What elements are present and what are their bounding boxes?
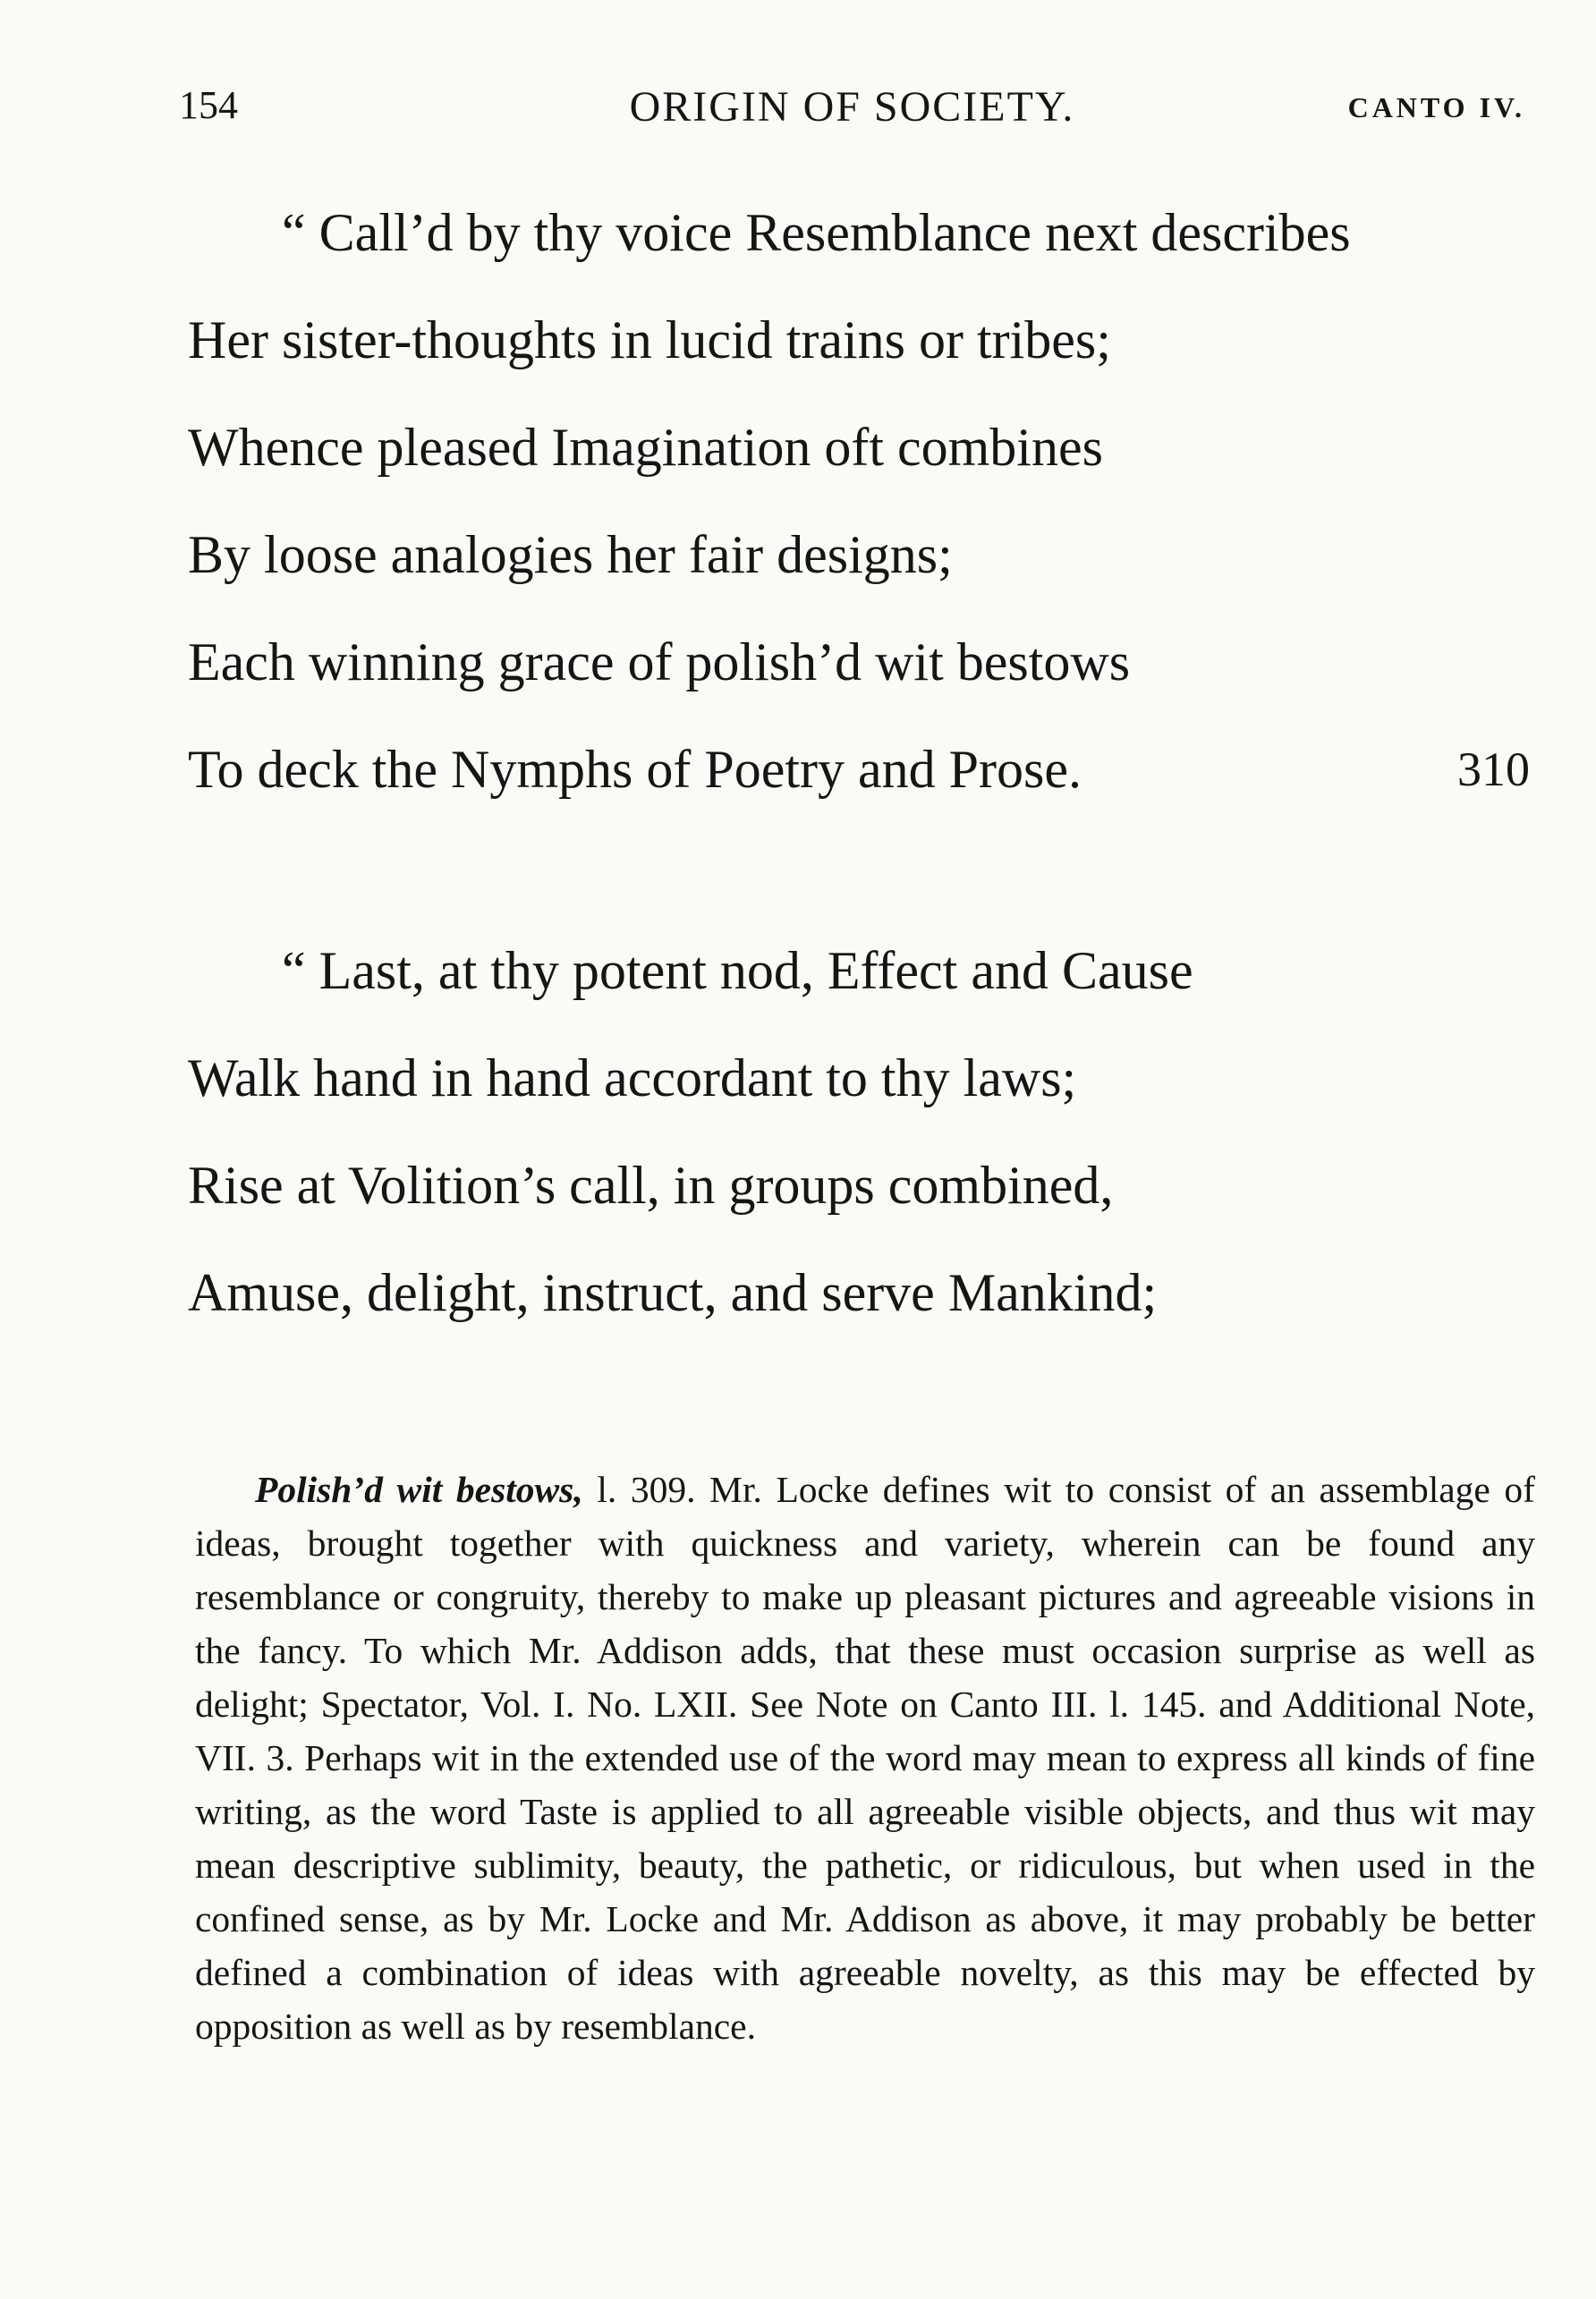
verse-text: “ Last, at thy potent nod, Effect and Cause [282,941,1193,1000]
verse-line [188,1132,1530,1239]
verse-text: Each winning grace of polish’d wit bestows [188,632,1131,691]
footnote-reference: Polish’d wit bestows, [255,1469,583,1510]
page-number: 154 [179,83,238,127]
verse-text: Her sister-thoughts in lucid trains or tribes; [188,310,1111,369]
stanza [188,917,1530,1346]
verse-line [188,917,1530,1024]
verse-line [188,608,1530,716]
verse-line [188,501,1530,608]
verse-line [188,716,1530,823]
verse-line [188,286,1530,394]
verse-text: “ Call’d by thy voice Resemblance next describes [282,203,1351,262]
footnote-text: l. 309. Mr. Locke defines wit to consist of an assemblage of ideas, brought together with quickness and variety, wherein can be found any resemblance or congruity, thereby to make up pleasant pictures and agreeable visions in the fancy. To which Mr. Addison adds, that these must occasion surprise as well as delight; Spectator, Vol. I. No. LXII. See Note on Canto III. l. 145. and Additional Note, VII. 3. Perhaps wit in the extended use of the word may mean to express all kinds of fine writing, as the word Taste is applied to all agreeable visible objects, and thus wit may mean descriptive sublimity, beauty, the pathetic, or ridiculous, but when used in the confined sense, as by Mr. Locke and Mr. Addison as above, it may probably be better defined a combination of ideas with agreeable novelty, as this may be effected by opposition as well as by resemblance. [195,1469,1535,2047]
verse-line [188,394,1530,501]
footnote [195,1463,1535,2053]
line-number: 310 [1457,742,1530,796]
verse-text: Whence pleased Imagination oft combines [188,418,1103,477]
verse-line [188,179,1530,286]
footnote-paragraph [195,1463,1535,2053]
verse-text: By loose analogies her fair designs; [188,525,953,584]
verse-line [188,1239,1530,1346]
verse-text: Walk hand in hand accordant to thy laws; [188,1048,1077,1107]
page-header [179,82,1525,154]
verse-text: Amuse, delight, instruct, and serve Mankind; [188,1263,1158,1322]
verse-text: Rise at Volition’s call, in groups combined, [188,1156,1114,1215]
running-title: ORIGIN OF SOCIETY. [629,83,1075,131]
canto-label: CANTO IV. [1347,91,1525,123]
verse-line [188,1024,1530,1132]
stanza [188,179,1530,823]
verse-text: To deck the Nymphs of Poetry and Prose. [188,740,1082,799]
